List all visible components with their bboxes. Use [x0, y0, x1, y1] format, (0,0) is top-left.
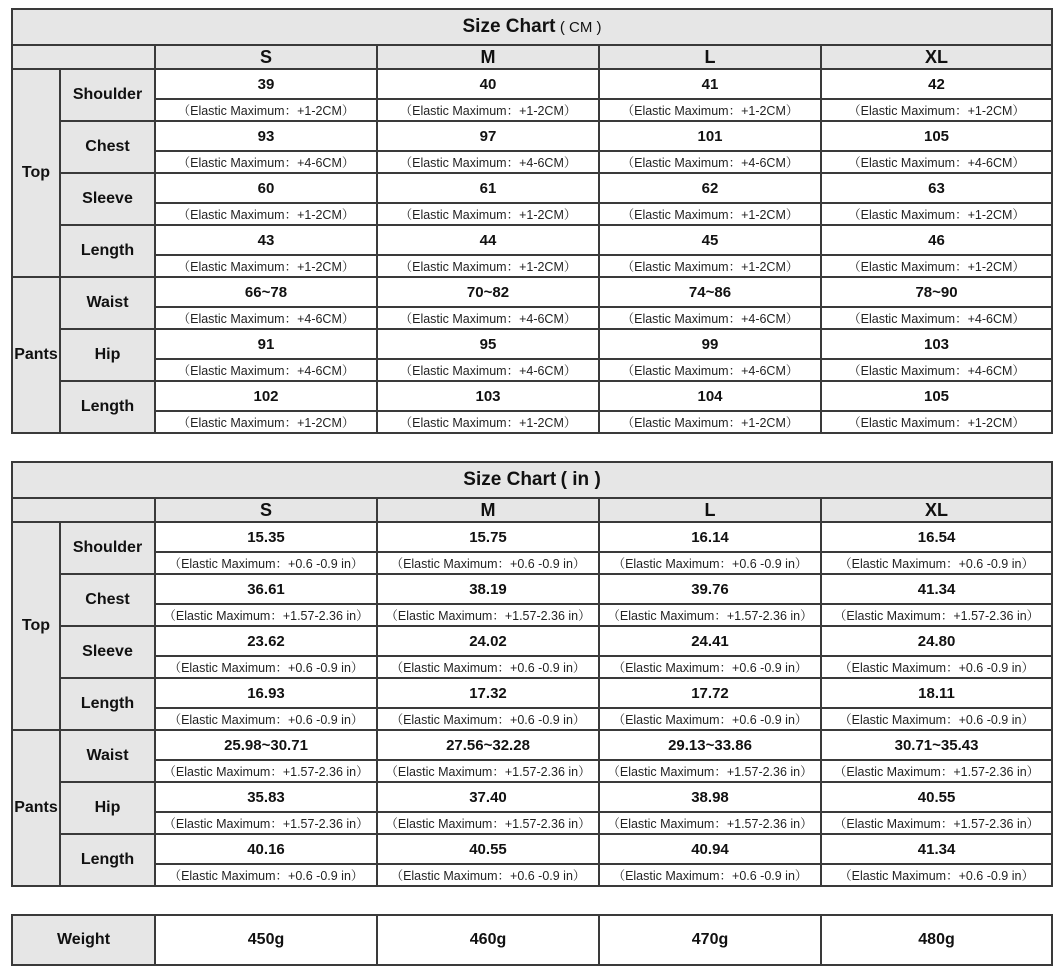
measurement-value: 15.75 — [377, 522, 599, 552]
elastic-note: （Elastic Maximum：+1-2CM） — [155, 255, 377, 277]
measurement-value: 16.93 — [155, 678, 377, 708]
measurement-value: 30.71~35.43 — [821, 730, 1052, 760]
measurement-row — [12, 678, 1052, 708]
elastic-note-row — [12, 151, 1052, 173]
measurement-value: 24.02 — [377, 626, 599, 656]
measurement-label: Chest — [60, 574, 155, 626]
measurement-value: 25.98~30.71 — [155, 730, 377, 760]
elastic-note-row — [12, 604, 1052, 626]
elastic-note-row — [12, 203, 1052, 225]
elastic-note: （Elastic Maximum：+0.6 -0.9 in） — [599, 864, 821, 886]
measurement-value: 29.13~33.86 — [599, 730, 821, 760]
elastic-note: （Elastic Maximum：+1-2CM） — [599, 411, 821, 433]
size-chart-cm — [11, 8, 1053, 434]
elastic-note: （Elastic Maximum：+4-6CM） — [155, 359, 377, 381]
size-header-l: L — [599, 45, 821, 69]
elastic-note: （Elastic Maximum：+0.6 -0.9 in） — [821, 656, 1052, 678]
elastic-note: （Elastic Maximum：+0.6 -0.9 in） — [821, 552, 1052, 574]
measurement-value: 105 — [821, 381, 1052, 411]
measurement-value: 62 — [599, 173, 821, 203]
elastic-note: （Elastic Maximum：+4-6CM） — [377, 359, 599, 381]
measurement-value: 41.34 — [821, 574, 1052, 604]
elastic-note: （Elastic Maximum：+1.57-2.36 in） — [821, 760, 1052, 782]
measurement-row — [12, 225, 1052, 255]
elastic-note: （Elastic Maximum：+1.57-2.36 in） — [155, 760, 377, 782]
elastic-note: （Elastic Maximum：+1-2CM） — [821, 99, 1052, 121]
elastic-note: （Elastic Maximum：+4-6CM） — [599, 359, 821, 381]
elastic-note: （Elastic Maximum：+0.6 -0.9 in） — [155, 656, 377, 678]
group-label-top: Top — [12, 69, 60, 277]
measurement-value: 44 — [377, 225, 599, 255]
elastic-note-row — [12, 99, 1052, 121]
measurement-value: 39 — [155, 69, 377, 99]
elastic-note: （Elastic Maximum：+0.6 -0.9 in） — [377, 708, 599, 730]
measurement-value: 105 — [821, 121, 1052, 151]
measurement-value: 93 — [155, 121, 377, 151]
elastic-note: （Elastic Maximum：+1.57-2.36 in） — [155, 812, 377, 834]
elastic-note: （Elastic Maximum：+0.6 -0.9 in） — [599, 708, 821, 730]
measurement-value: 46 — [821, 225, 1052, 255]
elastic-note: （Elastic Maximum：+1-2CM） — [155, 203, 377, 225]
elastic-note-row — [12, 812, 1052, 834]
measurement-value: 15.35 — [155, 522, 377, 552]
measurement-value: 24.80 — [821, 626, 1052, 656]
elastic-note: （Elastic Maximum：+1.57-2.36 in） — [155, 604, 377, 626]
measurement-label: Shoulder — [60, 69, 155, 121]
measurement-value: 91 — [155, 329, 377, 359]
weight-value-m: 460g — [377, 915, 599, 965]
measurement-value: 16.54 — [821, 522, 1052, 552]
measurement-label: Chest — [60, 121, 155, 173]
measurement-row — [12, 574, 1052, 604]
group-label-top: Top — [12, 522, 60, 730]
measurement-row — [12, 522, 1052, 552]
measurement-value: 74~86 — [599, 277, 821, 307]
measurement-row — [12, 277, 1052, 307]
elastic-note: （Elastic Maximum：+1-2CM） — [377, 255, 599, 277]
measurement-label: Length — [60, 678, 155, 730]
elastic-note-row — [12, 359, 1052, 381]
measurement-value: 102 — [155, 381, 377, 411]
measurement-label: Waist — [60, 730, 155, 782]
elastic-note: （Elastic Maximum：+0.6 -0.9 in） — [155, 864, 377, 886]
elastic-note: （Elastic Maximum：+4-6CM） — [155, 151, 377, 173]
measurement-value: 24.41 — [599, 626, 821, 656]
elastic-note: （Elastic Maximum：+1-2CM） — [821, 203, 1052, 225]
measurement-value: 40 — [377, 69, 599, 99]
elastic-note: （Elastic Maximum：+0.6 -0.9 in） — [377, 864, 599, 886]
elastic-note: （Elastic Maximum：+1-2CM） — [155, 411, 377, 433]
size-chart-in — [11, 461, 1053, 887]
elastic-note: （Elastic Maximum：+1.57-2.36 in） — [821, 812, 1052, 834]
weight-value-l: 470g — [599, 915, 821, 965]
measurement-value: 78~90 — [821, 277, 1052, 307]
measurement-row — [12, 730, 1052, 760]
measurement-row — [12, 173, 1052, 203]
header-blank — [12, 498, 155, 522]
measurement-label: Length — [60, 834, 155, 886]
elastic-note-row — [12, 255, 1052, 277]
chart-unit: ( in ) — [560, 469, 601, 490]
size-header-m: M — [377, 45, 599, 69]
elastic-note: （Elastic Maximum：+1.57-2.36 in） — [599, 604, 821, 626]
measurement-value: 35.83 — [155, 782, 377, 812]
measurement-value: 17.32 — [377, 678, 599, 708]
elastic-note: （Elastic Maximum：+1.57-2.36 in） — [599, 760, 821, 782]
elastic-note: （Elastic Maximum：+1.57-2.36 in） — [377, 604, 599, 626]
weight-value-s: 450g — [155, 915, 377, 965]
measurement-value: 103 — [821, 329, 1052, 359]
elastic-note: （Elastic Maximum：+1-2CM） — [599, 203, 821, 225]
measurement-label: Shoulder — [60, 522, 155, 574]
elastic-note: （Elastic Maximum：+0.6 -0.9 in） — [821, 708, 1052, 730]
elastic-note: （Elastic Maximum：+4-6CM） — [821, 359, 1052, 381]
measurement-value: 60 — [155, 173, 377, 203]
elastic-note: （Elastic Maximum：+1-2CM） — [599, 99, 821, 121]
weight-row — [12, 915, 1052, 965]
measurement-value: 40.55 — [377, 834, 599, 864]
measurement-value: 61 — [377, 173, 599, 203]
measurement-row — [12, 121, 1052, 151]
weight-value-xl: 480g — [821, 915, 1052, 965]
measurement-value: 40.16 — [155, 834, 377, 864]
elastic-note-row — [12, 552, 1052, 574]
elastic-note: （Elastic Maximum：+4-6CM） — [599, 151, 821, 173]
elastic-note: （Elastic Maximum：+1-2CM） — [377, 203, 599, 225]
chart-title-text: Size Chart — [463, 469, 557, 490]
measurement-label: Sleeve — [60, 626, 155, 678]
measurement-label: Waist — [60, 277, 155, 329]
measurement-value: 18.11 — [821, 678, 1052, 708]
group-label-pants: Pants — [12, 730, 60, 886]
measurement-value: 101 — [599, 121, 821, 151]
measurement-value: 104 — [599, 381, 821, 411]
measurement-label: Hip — [60, 329, 155, 381]
measurement-value: 17.72 — [599, 678, 821, 708]
measurement-value: 99 — [599, 329, 821, 359]
measurement-label: Sleeve — [60, 173, 155, 225]
elastic-note: （Elastic Maximum：+4-6CM） — [377, 151, 599, 173]
measurement-value: 40.55 — [821, 782, 1052, 812]
measurement-value: 40.94 — [599, 834, 821, 864]
measurement-value: 43 — [155, 225, 377, 255]
elastic-note: （Elastic Maximum：+0.6 -0.9 in） — [155, 552, 377, 574]
measurement-row — [12, 381, 1052, 411]
measurement-value: 97 — [377, 121, 599, 151]
chart-title — [12, 462, 1052, 498]
measurement-value: 23.62 — [155, 626, 377, 656]
elastic-note: （Elastic Maximum：+4-6CM） — [821, 307, 1052, 329]
measurement-value: 66~78 — [155, 277, 377, 307]
measurement-value: 42 — [821, 69, 1052, 99]
elastic-note: （Elastic Maximum：+1-2CM） — [821, 411, 1052, 433]
measurement-value: 95 — [377, 329, 599, 359]
measurement-value: 41.34 — [821, 834, 1052, 864]
elastic-note: （Elastic Maximum：+1-2CM） — [599, 255, 821, 277]
measurement-value: 63 — [821, 173, 1052, 203]
elastic-note: （Elastic Maximum：+0.6 -0.9 in） — [821, 864, 1052, 886]
elastic-note: （Elastic Maximum：+1-2CM） — [155, 99, 377, 121]
measurement-value: 38.19 — [377, 574, 599, 604]
measurement-value: 16.14 — [599, 522, 821, 552]
measurement-value: 41 — [599, 69, 821, 99]
elastic-note: （Elastic Maximum：+1.57-2.36 in） — [599, 812, 821, 834]
elastic-note: （Elastic Maximum：+4-6CM） — [155, 307, 377, 329]
measurement-value: 38.98 — [599, 782, 821, 812]
elastic-note: （Elastic Maximum：+0.6 -0.9 in） — [599, 656, 821, 678]
weight-table — [11, 914, 1053, 966]
size-header-s: S — [155, 45, 377, 69]
elastic-note: （Elastic Maximum：+0.6 -0.9 in） — [599, 552, 821, 574]
measurement-value: 27.56~32.28 — [377, 730, 599, 760]
elastic-note: （Elastic Maximum：+1.57-2.36 in） — [821, 604, 1052, 626]
measurement-value: 39.76 — [599, 574, 821, 604]
elastic-note: （Elastic Maximum：+1.57-2.36 in） — [377, 760, 599, 782]
measurement-value: 36.61 — [155, 574, 377, 604]
measurement-row — [12, 834, 1052, 864]
elastic-note: （Elastic Maximum：+1-2CM） — [377, 99, 599, 121]
measurement-value: 103 — [377, 381, 599, 411]
elastic-note: （Elastic Maximum：+4-6CM） — [599, 307, 821, 329]
chart-title — [12, 9, 1052, 45]
size-header-m: M — [377, 498, 599, 522]
measurement-label: Length — [60, 381, 155, 433]
measurement-row — [12, 329, 1052, 359]
measurement-value: 45 — [599, 225, 821, 255]
elastic-note: （Elastic Maximum：+1-2CM） — [821, 255, 1052, 277]
size-header-xl: XL — [821, 45, 1052, 69]
measurement-row — [12, 626, 1052, 656]
elastic-note-row — [12, 864, 1052, 886]
measurement-label: Hip — [60, 782, 155, 834]
chart-title-text: Size Chart — [462, 16, 556, 37]
elastic-note-row — [12, 708, 1052, 730]
elastic-note: （Elastic Maximum：+0.6 -0.9 in） — [377, 656, 599, 678]
elastic-note-row — [12, 656, 1052, 678]
measurement-label: Length — [60, 225, 155, 277]
measurement-value: 37.40 — [377, 782, 599, 812]
elastic-note: （Elastic Maximum：+4-6CM） — [821, 151, 1052, 173]
measurement-row — [12, 782, 1052, 812]
elastic-note: （Elastic Maximum：+4-6CM） — [377, 307, 599, 329]
size-header-l: L — [599, 498, 821, 522]
elastic-note: （Elastic Maximum：+0.6 -0.9 in） — [155, 708, 377, 730]
size-header-xl: XL — [821, 498, 1052, 522]
elastic-note-row — [12, 411, 1052, 433]
weight-label: Weight — [12, 915, 155, 965]
elastic-note-row — [12, 760, 1052, 782]
measurement-row — [12, 69, 1052, 99]
header-blank — [12, 45, 155, 69]
elastic-note: （Elastic Maximum：+1.57-2.36 in） — [377, 812, 599, 834]
elastic-note: （Elastic Maximum：+0.6 -0.9 in） — [377, 552, 599, 574]
chart-unit: ( CM ) — [559, 19, 602, 36]
elastic-note-row — [12, 307, 1052, 329]
group-label-pants: Pants — [12, 277, 60, 433]
measurement-value: 70~82 — [377, 277, 599, 307]
size-header-s: S — [155, 498, 377, 522]
elastic-note: （Elastic Maximum：+1-2CM） — [377, 411, 599, 433]
